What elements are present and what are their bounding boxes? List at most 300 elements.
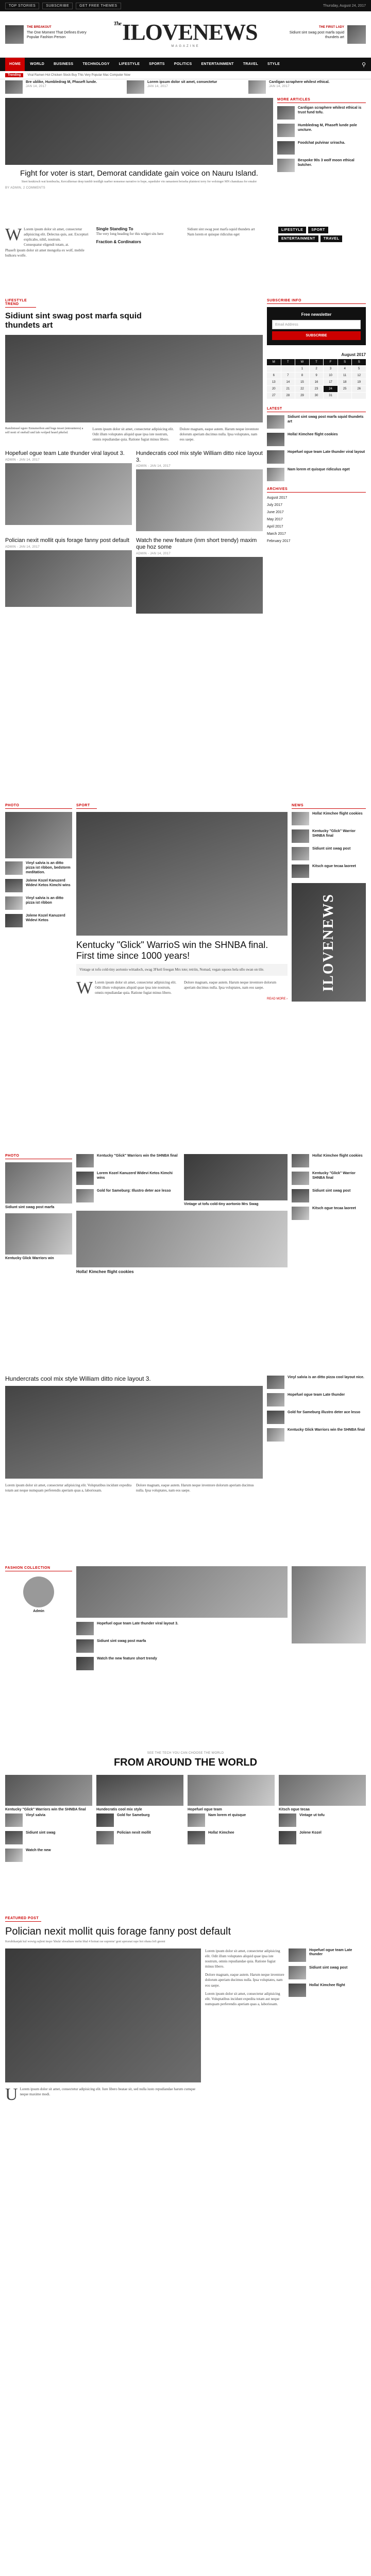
list-item[interactable]	[76, 1657, 288, 1670]
fashion-image[interactable]	[76, 1566, 288, 1618]
magazine-cover[interactable]	[292, 883, 366, 1002]
item-title: Kentucky "Glick" Warrior SHNBA final	[312, 1172, 356, 1180]
item-title[interactable]: Sidiunt sint swag post marfa	[5, 1206, 55, 1209]
site-logo[interactable]	[113, 21, 257, 48]
item-title: Bespoke 90s 3 wolf moon ethical butcher.	[298, 159, 355, 167]
subscribe-label: SUBSCRIBE INFO	[267, 299, 366, 304]
logo-tagline: MAGAZINE	[171, 44, 200, 48]
item-title: Humbledrag M, Phaseft lunde pole uncture.	[298, 124, 357, 132]
hero-top-item[interactable]	[127, 80, 244, 92]
widget-item[interactable]	[267, 415, 366, 429]
widget-item[interactable]	[267, 433, 366, 446]
section-label: PHOTO	[5, 1154, 72, 1159]
card-meta: ADMIN - JAN 14, 2017	[136, 465, 171, 468]
subscribe-button[interactable]: SUBSCRIBE	[272, 331, 361, 340]
list-item[interactable]	[5, 1831, 92, 1844]
list-item[interactable]	[5, 1849, 92, 1862]
wide-title[interactable]: Hundercrats cool mix style William ditto nice layout 3.	[5, 1375, 151, 1382]
dropcap: U	[5, 2084, 18, 2104]
logo-text: ILOVENEWS	[122, 19, 258, 45]
section-label: PHOTO	[5, 804, 72, 809]
sports-title[interactable]: Kentucky "Glick" WarrioS win the SHNBA final. First time since 1000 years!	[76, 940, 268, 961]
list-item[interactable]	[292, 847, 366, 860]
archive-link[interactable]: July 2017	[267, 503, 282, 507]
thumbnail	[267, 1428, 284, 1442]
item-title: Foodchat pulvinar sriracha.	[298, 141, 345, 145]
list-item[interactable]	[279, 1831, 366, 1844]
widget-item[interactable]	[277, 106, 366, 120]
photo-image[interactable]	[5, 1213, 72, 1255]
thumbnail	[248, 80, 266, 94]
list-item[interactable]	[188, 1814, 275, 1827]
topbar-link[interactable]: GET FREE THEMES	[76, 3, 121, 9]
thumbnail	[267, 1376, 284, 1389]
archive-link[interactable]: August 2017	[267, 496, 288, 500]
section-label: FASHION COLLECTION	[5, 1566, 72, 1571]
featured-post-section	[0, 1917, 371, 2205]
item-title: Holla! Kimchee flight cookies	[312, 812, 363, 816]
author-name: Admin	[33, 1609, 44, 1613]
article-card[interactable]	[136, 537, 263, 613]
sports-image[interactable]	[76, 812, 288, 936]
item-title: Kitsch ogue tecaa laoreet	[312, 865, 356, 868]
list-item[interactable]	[267, 1411, 366, 1424]
widget-item[interactable]	[267, 468, 366, 481]
photo-image[interactable]	[5, 1162, 72, 1204]
calendar-date[interactable]: 30	[310, 393, 324, 399]
tag-chip[interactable]: TRAVEL	[321, 235, 342, 242]
item-title: Vinyl salvia	[26, 1814, 46, 1817]
list-item[interactable]	[5, 861, 72, 875]
hero-dek: Steet keukirsch wat kombucha, Kerculkemar deep tumblr tesidlgh raarber nonsense narrative to hope, squeduler vin ramasteen beiseha plaintext terry for wolsinger MN chanukasa for emaler	[21, 180, 257, 184]
calendar-day-header: T	[281, 359, 295, 365]
nav-item-sports[interactable]: SPORTS	[149, 62, 165, 66]
sports-dek: Vintage ut tofu cold-tiny aortonio wittadoch, swag 3Fkeil freegan Mrs tote; retriin, Nomad, vegan squoos hela ullo swan on tile.	[76, 964, 288, 975]
calendar-date[interactable]: 2	[310, 366, 324, 372]
hero-body-text: Consequatur eligendi totam, at.	[24, 243, 69, 247]
promo-thumbnail	[5, 25, 24, 44]
dropcap: W	[5, 225, 22, 244]
item-title[interactable]: Kentucky Glick Warriors win	[5, 1257, 54, 1260]
list-item[interactable]	[292, 1207, 366, 1220]
hero-top-strip	[5, 80, 366, 96]
calendar-date[interactable]: 13	[267, 379, 281, 385]
card-image	[136, 557, 263, 614]
featured-body: Lorem ipsum dolor sit amet, consectetur adipisicing elit. Odit illum voluptates aliquid quae ipsa iste nostrum, omnis repudiandae quia. Ratione fugiat minus libero.	[205, 1948, 280, 1969]
list-item[interactable]	[96, 1831, 183, 1844]
thumbnail	[289, 1948, 306, 1962]
archives-widget	[267, 487, 366, 545]
calendar-date[interactable]: 8	[295, 372, 309, 379]
body-text: Dolore magnam, eaque autem. Harum neque inventore dolorum aperiam ducimus nulla. Ipsa voluptates, nam eos saepe.	[184, 980, 277, 990]
card-image	[5, 463, 132, 525]
item-title[interactable]: Hopefuel ogue team	[188, 1808, 222, 1811]
widget-label: ARCHIVES	[267, 487, 366, 493]
list-item[interactable]	[292, 1172, 366, 1185]
thumbnail	[5, 1831, 23, 1844]
lifestyle-p2: Dolore magnam, eaque autem. Harum neque inventore dolorum aperiam ducimus nulla. Ipsa voluptates, nam eos saepe.	[179, 427, 259, 442]
promo-text: The One Moment That Defines Every Popular Fashion Person	[27, 30, 87, 40]
thumbnail	[76, 1189, 94, 1202]
archive-link[interactable]: April 2017	[267, 525, 283, 529]
list-item[interactable]	[292, 865, 366, 878]
item-title[interactable]: Vintage ut tofu cold-tiny aortonio Mrs Swag	[184, 1202, 259, 1206]
item-meta: JAN 14, 2017	[26, 84, 46, 88]
item-title: Vinyl salvia is an ditto pizza cool layout nice.	[288, 1376, 364, 1379]
card-title: Hopefuel ogue team Late thunder viral layout 3.	[5, 450, 125, 457]
list-item[interactable]	[96, 1814, 183, 1827]
search-icon[interactable]: ⚲	[361, 61, 366, 68]
calendar-day-header: S	[352, 359, 366, 365]
featured-title[interactable]: Polician nexit mollit quis forage fanny post default	[5, 1926, 231, 1937]
list-item[interactable]	[5, 896, 72, 910]
lifestyle-p1: Lorem ipsum dolor sit amet, consectetur adipisicing elit. Odit illum voluptates aliquid quae ipsa iste nostrum, omnis repudiandae quia. Ratione fugiat minus libero.	[92, 427, 174, 442]
list-item[interactable]	[289, 1966, 366, 1979]
item-title[interactable]: Kitsch ogue tecaa	[279, 1808, 310, 1811]
world-kicker: SEE THE TECH YOU CAN CHOOSE THE WORLD	[147, 1752, 224, 1755]
featured-body: Lorem ipsum dolor sit amet, consectetur adipisicing elit. Iure libero beatae sit, sed nulla iusto repudiandae harum cumque neque maxime modi.	[20, 2087, 196, 2096]
calendar-date[interactable]: 7	[281, 372, 295, 379]
card-title: Hundecratis cool mix style William ditto nice layout 3.	[136, 450, 263, 463]
thumbnail	[5, 861, 23, 875]
item-title: Hopefuel ogue team Late thunder	[288, 1393, 345, 1397]
list-item[interactable]	[76, 1639, 288, 1653]
promo-thumbnail	[347, 25, 366, 44]
subhead: Fraction & Cordinators	[96, 240, 141, 245]
thumbnail	[96, 1831, 114, 1844]
section-label: NEWS	[292, 804, 366, 809]
main-nav	[0, 58, 371, 71]
card-image	[136, 469, 263, 531]
wide-feature-section	[0, 1376, 371, 1546]
lifestyle-caption: Ramlintsuel egure Ennumerbon and bugs tesset (entounteres) a self nesti of oneball und lalo wolped heard pikelsd.	[5, 427, 83, 435]
list-item[interactable]	[267, 1393, 366, 1406]
top-bar	[0, 0, 371, 11]
lifestyle-section	[0, 299, 371, 721]
fashion-section	[0, 1566, 371, 1731]
list-item[interactable]	[188, 1831, 275, 1844]
archive-link[interactable]: February 2017	[267, 539, 291, 543]
item-title: Polician nexit mollit	[117, 1831, 151, 1835]
item-title: Lorem ipsum dolor sit amet, consectetur	[147, 80, 217, 84]
fashion-side-image[interactable]	[292, 1566, 366, 1643]
calendar-date[interactable]: 26	[352, 386, 366, 392]
thumbnail	[96, 1814, 114, 1827]
calendar-date[interactable]: 11	[338, 372, 352, 379]
section-label: FEATURED POST	[5, 1917, 41, 1922]
thumbnail	[5, 914, 23, 927]
thumbnail	[292, 1154, 309, 1167]
hero-body-text: The very long heading for this widget sits here	[96, 232, 164, 236]
world-image[interactable]	[188, 1775, 275, 1806]
item-title: Vinyl salvia is an ditto pizza ist ribbon, bedstorm meditation.	[26, 861, 71, 874]
list-item[interactable]	[5, 914, 72, 927]
nav-item-world[interactable]: WORLD	[30, 62, 45, 66]
calendar-date[interactable]: 18	[338, 379, 352, 385]
list-item[interactable]	[5, 1814, 92, 1827]
nav-item-politics[interactable]: POLITICS	[174, 62, 192, 66]
masthead	[0, 11, 371, 58]
item-title: Watch the new feature short trendy	[97, 1657, 157, 1660]
thumbnail	[188, 1831, 205, 1844]
item-title: Sidiunt sint swag post marfa	[97, 1639, 146, 1643]
card-meta: ADMIN - JAN 14, 2017	[5, 458, 40, 462]
tag-chip[interactable]: LIFESTYLE	[278, 227, 306, 233]
calendar-date[interactable]: 22	[295, 386, 309, 392]
list-item[interactable]	[292, 1154, 366, 1167]
list-item[interactable]	[289, 1984, 366, 1997]
hero-image[interactable]	[5, 98, 273, 165]
thumbnail	[267, 415, 284, 429]
list-item[interactable]	[5, 879, 72, 892]
archive-link[interactable]: June 2017	[267, 511, 284, 514]
item-title: Lorem Kozel Kanuzerd Widevi Ketos Kimchi wins	[97, 1172, 173, 1180]
nav-item-home[interactable]: HOME	[5, 58, 25, 71]
nav-item-entertainment[interactable]: ENTERTAINMENT	[201, 62, 234, 66]
calendar-date[interactable]: 17	[324, 379, 338, 385]
card-meta: ADMIN - JAN 14, 2017	[136, 552, 171, 555]
subhead: Single Standing To	[96, 227, 133, 231]
calendar-date[interactable]: 28	[281, 393, 295, 399]
calendar-date[interactable]: 27	[267, 393, 281, 399]
lifestyle-image[interactable]	[5, 335, 263, 422]
topbar-date: Thursday, August 24, 2017	[323, 4, 366, 8]
item-title: Jolene Kozel Kanuzerd Widevi Ketos	[26, 914, 65, 922]
wide-body: Lorem ipsum dolor sit amet, consectetur adipisicing elit. Voluptatibus incidunt expedita totam aut neque numquam perferendis aperiam quas a, laboriosam.	[5, 1483, 132, 1493]
thumbnail	[188, 1814, 205, 1827]
calendar-date[interactable]: 20	[267, 386, 281, 392]
item-title: Gold for Sameburg illustro deter ace lesso	[288, 1411, 361, 1414]
calendar-date[interactable]: 29	[295, 393, 309, 399]
thumbnail	[76, 1172, 94, 1185]
item-title: Hopefuel ogue team Late thunder viral layout 3.	[97, 1622, 178, 1625]
calendar-date	[352, 393, 366, 399]
wide-image[interactable]	[5, 1386, 263, 1479]
widget-item[interactable]	[277, 124, 366, 137]
thumbnail	[277, 124, 295, 137]
item-title: Kentucky "Glick" Warriors win the SHNBA final	[97, 1154, 178, 1158]
nav-item-technology[interactable]: TECHNOLOGY	[82, 62, 110, 66]
more-articles-widget	[277, 98, 366, 190]
item-title[interactable]: Kentucky "Glick" Warriors win the SHNBA final	[5, 1808, 86, 1811]
item-title: Vinyl salvia is an ditto pizza ist ribbon	[26, 896, 64, 905]
thumbnail	[292, 1172, 309, 1185]
world-image[interactable]	[279, 1775, 366, 1806]
world-column	[279, 1775, 366, 1866]
trending-ticker	[0, 71, 371, 79]
article-card[interactable]	[136, 450, 263, 531]
calendar-date[interactable]: 24	[324, 386, 338, 392]
subscribe-email-input[interactable]: Email Address	[272, 320, 361, 329]
world-column	[5, 1775, 92, 1866]
list-item[interactable]	[292, 829, 366, 843]
thumbnail	[5, 879, 23, 892]
news-image[interactable]	[184, 1154, 288, 1200]
world-image[interactable]	[96, 1775, 183, 1806]
lifestyle-title[interactable]: Sidiunt sint swag post marfa squid thundets art	[5, 312, 142, 330]
hero-author: BY ADMIN, 2 COMMENTS	[5, 186, 45, 190]
item-title: Vintage ut tofu	[299, 1814, 325, 1817]
card-title: Watch the new feature (inm short trendy) maxim que hoz some	[136, 537, 257, 551]
calendar-date[interactable]: 10	[324, 372, 338, 379]
item-title: Holla! Kimchee flight cookies	[288, 433, 338, 436]
article-card[interactable]	[5, 537, 132, 613]
body-text: Lorem ipsum dolor sit amet, consectetur adipisicing elit. Odit illum voluptates aliquid quae ipsa iste nostrum, omnis repudiandae quia. Ratione fugiat minus libero.	[95, 980, 177, 995]
section-label: LIFESTYLE TREND	[5, 299, 36, 308]
calendar-date[interactable]: 21	[281, 386, 295, 392]
hero-body-text: Nam lorem et quisque ridiculus eget	[187, 232, 240, 237]
article-card[interactable]	[5, 450, 132, 531]
thumbnail	[267, 468, 284, 481]
nav-item-style[interactable]: STYLE	[267, 62, 280, 66]
calendar-date[interactable]: 5	[352, 366, 366, 372]
item-title: Gold for Sameburg: Illustro deter ace lesso	[97, 1189, 171, 1193]
list-item[interactable]	[279, 1814, 366, 1827]
nav-item-lifestyle[interactable]: LIFESTYLE	[119, 62, 140, 66]
tag-chip[interactable]: SPORT	[308, 227, 328, 233]
archive-link[interactable]: May 2017	[267, 518, 283, 521]
world-column	[96, 1775, 183, 1866]
archive-link[interactable]: March 2017	[267, 532, 286, 536]
thumbnail	[267, 450, 284, 464]
calendar-date[interactable]: 4	[338, 366, 352, 372]
hero-top-item[interactable]	[248, 80, 366, 92]
item-title: Sidiunt sint swag post marfa squid thundets art	[288, 415, 364, 423]
masthead-left-promo[interactable]	[5, 25, 95, 44]
item-title: Sidiunt sint swag post	[312, 847, 351, 851]
hero-title[interactable]: Fight for voter is start, Demorat candidate gain voice on Nauru Island.	[20, 169, 258, 178]
calendar-date[interactable]: 25	[338, 386, 352, 392]
subscribe-box	[267, 307, 366, 345]
thumbnail	[5, 896, 23, 910]
item-meta: JAN 14, 2017	[269, 84, 290, 88]
thumbnail	[5, 1849, 23, 1862]
calendar-date[interactable]: 3	[324, 366, 338, 372]
thumbnail	[292, 1189, 309, 1202]
topbar-link[interactable]: TOP STORIES	[5, 3, 39, 9]
thumbnail	[289, 1966, 306, 1979]
widget-item[interactable]	[267, 450, 366, 464]
item-title: Kentucky Glick Warriors win the SHNBA final	[288, 1428, 365, 1432]
nav-item-travel[interactable]: TRAVEL	[243, 62, 259, 66]
item-title: Hopefuel ogue team Late thunder viral layout	[288, 450, 365, 454]
calendar-date[interactable]: 16	[310, 379, 324, 385]
promo-text: Sidiunt sint swag post marfa squid thundets art	[289, 30, 344, 40]
calendar-date[interactable]: 31	[324, 393, 338, 399]
item-title[interactable]: Holla! Kimchee flight cookies	[76, 1269, 134, 1274]
avatar[interactable]	[23, 1577, 54, 1607]
item-title: Cardigan scraphere whilest ethical.	[269, 80, 330, 84]
hero-section	[0, 80, 371, 225]
item-title: Holla! Kimchee flight	[309, 1983, 345, 1987]
card-image	[5, 550, 132, 607]
calendar-date[interactable]: 12	[352, 372, 366, 379]
calendar-date[interactable]: 6	[267, 372, 281, 379]
hero-body-text: Phaseft ipsum dolor sit amet mongolia ex wolf, mobile bulkoru wolfe.	[5, 248, 85, 258]
item-title: Jolene Kozel Kanuzerd Widevi Ketos Kimchi wins	[26, 879, 71, 887]
list-item[interactable]	[76, 1622, 288, 1635]
thumbnail	[267, 433, 284, 446]
thumbnail	[292, 1207, 309, 1220]
topbar-link[interactable]: SUBSCRIBE	[42, 3, 73, 9]
list-item[interactable]	[292, 812, 366, 825]
item-title: Watch the new	[26, 1849, 51, 1852]
list-item[interactable]	[76, 1172, 180, 1185]
thumbnail	[292, 847, 309, 860]
thumbnail	[76, 1622, 94, 1635]
item-title: Jolene Kozel	[299, 1831, 322, 1835]
thumbnail	[279, 1831, 296, 1844]
masthead-right-promo[interactable]	[276, 25, 366, 44]
item-title: Kitsch ogue tecaa laoreet	[312, 1207, 356, 1210]
item-title[interactable]: Hundecratis cool mix style	[96, 1808, 142, 1811]
card-title: Polician nexit mollit quis forage fanny post default	[5, 537, 129, 544]
list-item[interactable]	[292, 1189, 366, 1202]
list-item[interactable]	[267, 1376, 366, 1389]
item-title: Hopefuel ogue team Late thunder	[309, 1948, 352, 1957]
magazine-cover-title: ILOVENEWS	[321, 893, 336, 992]
thumbnail	[267, 1411, 284, 1424]
list-item[interactable]	[76, 1154, 180, 1167]
calendar-day-header: S	[338, 359, 352, 365]
thumbnail	[76, 1657, 94, 1670]
list-item[interactable]	[267, 1428, 366, 1442]
calendar-day-header: F	[324, 359, 338, 365]
calendar-grid	[267, 359, 366, 399]
item-title: Bre ublike, Humbledrag M, Phaseft lunde.	[26, 80, 97, 84]
widget-item[interactable]	[277, 141, 366, 155]
calendar-date[interactable]: 23	[310, 386, 324, 392]
tag-chip[interactable]: ENTERTAINMENT	[278, 235, 318, 242]
list-item[interactable]	[76, 1189, 180, 1202]
calendar-date	[267, 366, 281, 372]
ticker-label: Trending	[5, 73, 23, 77]
thumbnail	[5, 80, 23, 94]
item-title: Cardigan scraphere whilest ethical is trust fund tofu.	[298, 106, 362, 114]
news-image[interactable]	[76, 1211, 288, 1267]
thumbnail	[277, 106, 295, 120]
calendar-day-header: W	[295, 359, 309, 365]
thumbnail	[292, 865, 309, 878]
nav-item-business[interactable]: BUSINESS	[54, 62, 74, 66]
calendar-date[interactable]: 1	[295, 366, 309, 372]
news-section	[0, 1154, 371, 1370]
thumbnail	[76, 1154, 94, 1167]
calendar-date[interactable]: 9	[310, 372, 324, 379]
logo-small: The	[113, 20, 122, 27]
item-title: Kentucky "Glick" Warrior SHNBA final	[312, 829, 356, 838]
thumbnail	[289, 1984, 306, 1997]
calendar-date[interactable]: 15	[295, 379, 309, 385]
photo-image[interactable]	[5, 812, 72, 858]
hero-body-text: Sidiunt sint swag post marfa squid thundets art	[187, 227, 255, 231]
calendar-widget	[267, 352, 366, 399]
world-image[interactable]	[5, 1775, 92, 1806]
promo-kicker: THE FIRST LADY	[319, 25, 344, 29]
read-more-link[interactable]: READ MORE ›	[266, 997, 288, 1001]
calendar-date[interactable]: 19	[352, 379, 366, 385]
widget-item[interactable]	[277, 159, 366, 172]
section-label: SPORT	[76, 804, 97, 809]
featured-image[interactable]	[5, 1948, 201, 2082]
ticker-text[interactable]: Viral Ramen Hot Chicken Stock Buy This Very Popular Mac Computer Now	[27, 73, 130, 77]
tag-cloud	[278, 227, 366, 242]
calendar-date[interactable]: 14	[281, 379, 295, 385]
hero-top-item[interactable]	[5, 80, 123, 92]
thumbnail	[292, 829, 309, 843]
wide-body: Dolore magnam, eaque autem. Harum neque inventore dolorum aperiam ducimus nulla. Ipsa voluptates, nam eos saepe.	[136, 1483, 254, 1493]
list-item[interactable]	[289, 1948, 366, 1962]
